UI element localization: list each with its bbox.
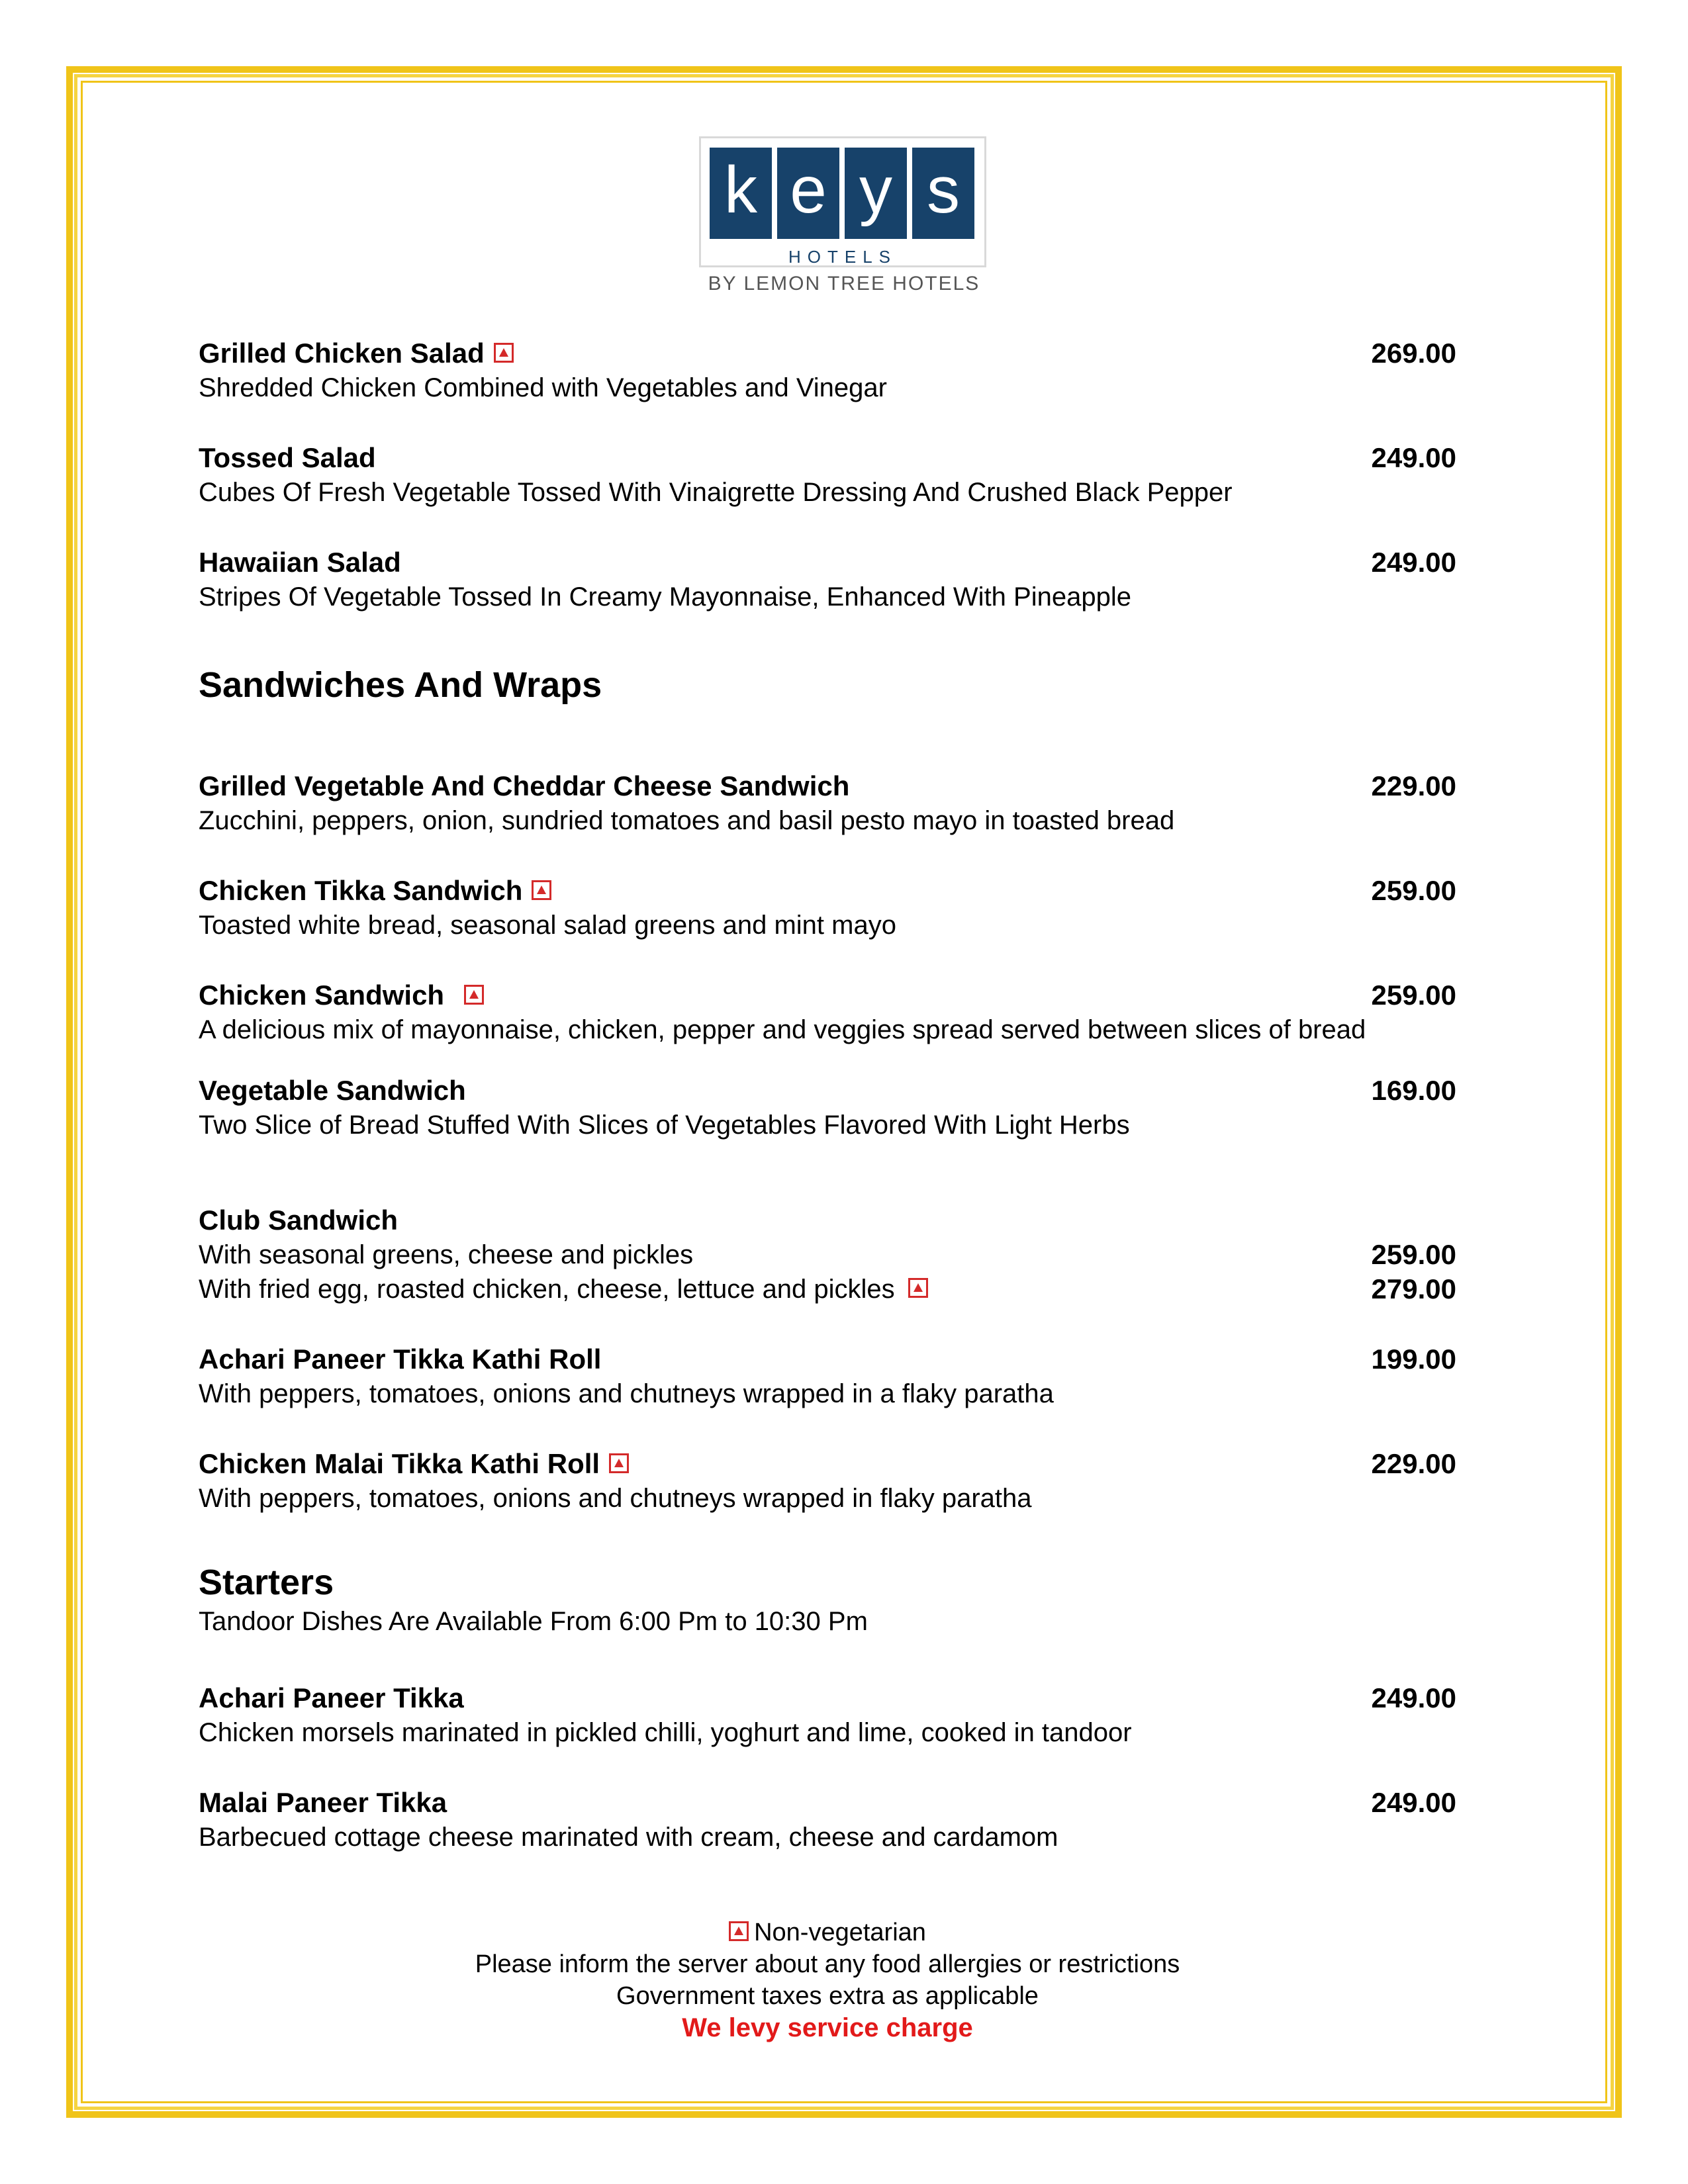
item-price: 229.00 — [1371, 770, 1456, 801]
item-description: Zucchini, peppers, onion, sundried tomatoes and basil pesto mayo in toasted bread — [199, 806, 1175, 835]
item-description: Shredded Chicken Combined with Vegetables and Vinegar — [199, 373, 887, 402]
legend-row — [199, 1917, 1456, 1948]
item-name: Vegetable Sandwich — [199, 1075, 466, 1106]
menu-item — [199, 1342, 1456, 1411]
service-charge-note: We levy service charge — [682, 2013, 973, 2042]
item-price: 259.00 — [1371, 979, 1456, 1011]
menu-item — [199, 441, 1456, 510]
menu-footer — [199, 1917, 1456, 2044]
item-description: Toasted white bread, seasonal salad greens and mint mayo — [199, 911, 896, 940]
item-price: 279.00 — [1371, 1273, 1456, 1304]
menu-item — [199, 1073, 1456, 1142]
section-heading-sandwiches: Sandwiches And Wraps — [199, 665, 602, 705]
item-description: Cubes Of Fresh Vegetable Tossed With Vinaigrette Dressing And Crushed Black Pepper — [199, 478, 1233, 507]
item-name: Chicken Malai Tikka Kathi Roll — [199, 1447, 1456, 1481]
non-veg-marker-icon — [908, 1278, 928, 1298]
legend-label: Non-vegetarian — [754, 1919, 926, 1946]
item-price: 269.00 — [1371, 338, 1456, 369]
item-description: Stripes Of Vegetable Tossed In Creamy Mayonnaise, Enhanced With Pineapple — [199, 582, 1131, 612]
menu-item — [199, 1681, 1456, 1750]
menu-item-club-sandwich — [199, 1203, 1456, 1306]
item-description: With peppers, tomatoes, onions and chutneys wrapped in a flaky paratha — [199, 1379, 1054, 1408]
item-name: Grilled Vegetable And Cheddar Cheese Sandwich — [199, 770, 850, 801]
item-description: Barbecued cottage cheese marinated with cream, cheese and cardamom — [199, 1823, 1058, 1852]
item-price: 249.00 — [1371, 442, 1456, 473]
item-description: With fried egg, roasted chicken, cheese, lettuce and pickles — [199, 1272, 1456, 1306]
logo-hotels-text: HOTELS — [788, 247, 898, 267]
club-option — [199, 1238, 1456, 1272]
tax-note: Government taxes extra as applicable — [616, 1982, 1039, 2010]
item-name: Chicken Tikka Sandwich — [199, 874, 1456, 908]
item-name: Hawaiian Salad — [199, 547, 401, 578]
item-price: 169.00 — [1371, 1075, 1456, 1106]
item-price: 249.00 — [1371, 1787, 1456, 1818]
logo-by-line: BY LEMON TREE HOTELS — [708, 273, 980, 295]
logo-letter-tile: y — [845, 148, 907, 239]
menu-item — [199, 874, 1456, 942]
item-name: Tossed Salad — [199, 442, 376, 473]
starters-note: Tandoor Dishes Are Available From 6:00 Pm to 10:30 Pm — [199, 1607, 868, 1636]
logo-letter-tile: s — [912, 148, 974, 239]
item-name: Grilled Chicken Salad — [199, 336, 1456, 371]
item-price: 249.00 — [1371, 1682, 1456, 1713]
item-name: Chicken Sandwich — [199, 978, 1456, 1013]
non-veg-marker-icon — [532, 880, 551, 900]
logo-letter-tile: k — [710, 148, 772, 239]
item-name: Club Sandwich — [199, 1205, 399, 1236]
club-option — [199, 1272, 1456, 1306]
item-name: Achari Paneer Tikka Kathi Roll — [199, 1343, 602, 1375]
item-name: Achari Paneer Tikka — [199, 1682, 464, 1713]
item-description: With peppers, tomatoes, onions and chutneys wrapped in flaky paratha — [199, 1484, 1032, 1513]
keys-hotels-logo — [699, 136, 986, 267]
item-price: 229.00 — [1371, 1448, 1456, 1479]
item-price: 249.00 — [1371, 547, 1456, 578]
non-veg-marker-icon — [729, 1921, 749, 1941]
non-veg-marker-icon — [609, 1453, 629, 1473]
allergy-note: Please inform the server about any food allergies or restrictions — [475, 1950, 1180, 1978]
item-description: With seasonal greens, cheese and pickles — [199, 1240, 694, 1269]
non-veg-marker-icon — [464, 985, 484, 1005]
non-veg-marker-icon — [494, 343, 514, 363]
item-description: Chicken morsels marinated in pickled chilli, yoghurt and lime, cooked in tandoor — [199, 1718, 1132, 1747]
item-price: 199.00 — [1371, 1343, 1456, 1375]
menu-item — [199, 978, 1456, 1047]
menu-item — [199, 545, 1456, 614]
menu-item — [199, 1447, 1456, 1516]
section-heading-starters: Starters — [199, 1563, 334, 1602]
item-price: 259.00 — [1371, 1239, 1456, 1270]
item-description: A delicious mix of mayonnaise, chicken, pepper and veggies spread served between slices of bread — [199, 1015, 1366, 1044]
menu-item — [199, 1786, 1456, 1854]
item-name: Malai Paneer Tikka — [199, 1787, 447, 1818]
menu-item — [199, 769, 1456, 838]
menu-item — [199, 336, 1456, 405]
logo-letter-tile: e — [777, 148, 839, 239]
item-price: 259.00 — [1371, 875, 1456, 906]
item-description: Two Slice of Bread Stuffed With Slices of Vegetables Flavored With Light Herbs — [199, 1111, 1130, 1140]
logo-letters — [710, 148, 974, 239]
